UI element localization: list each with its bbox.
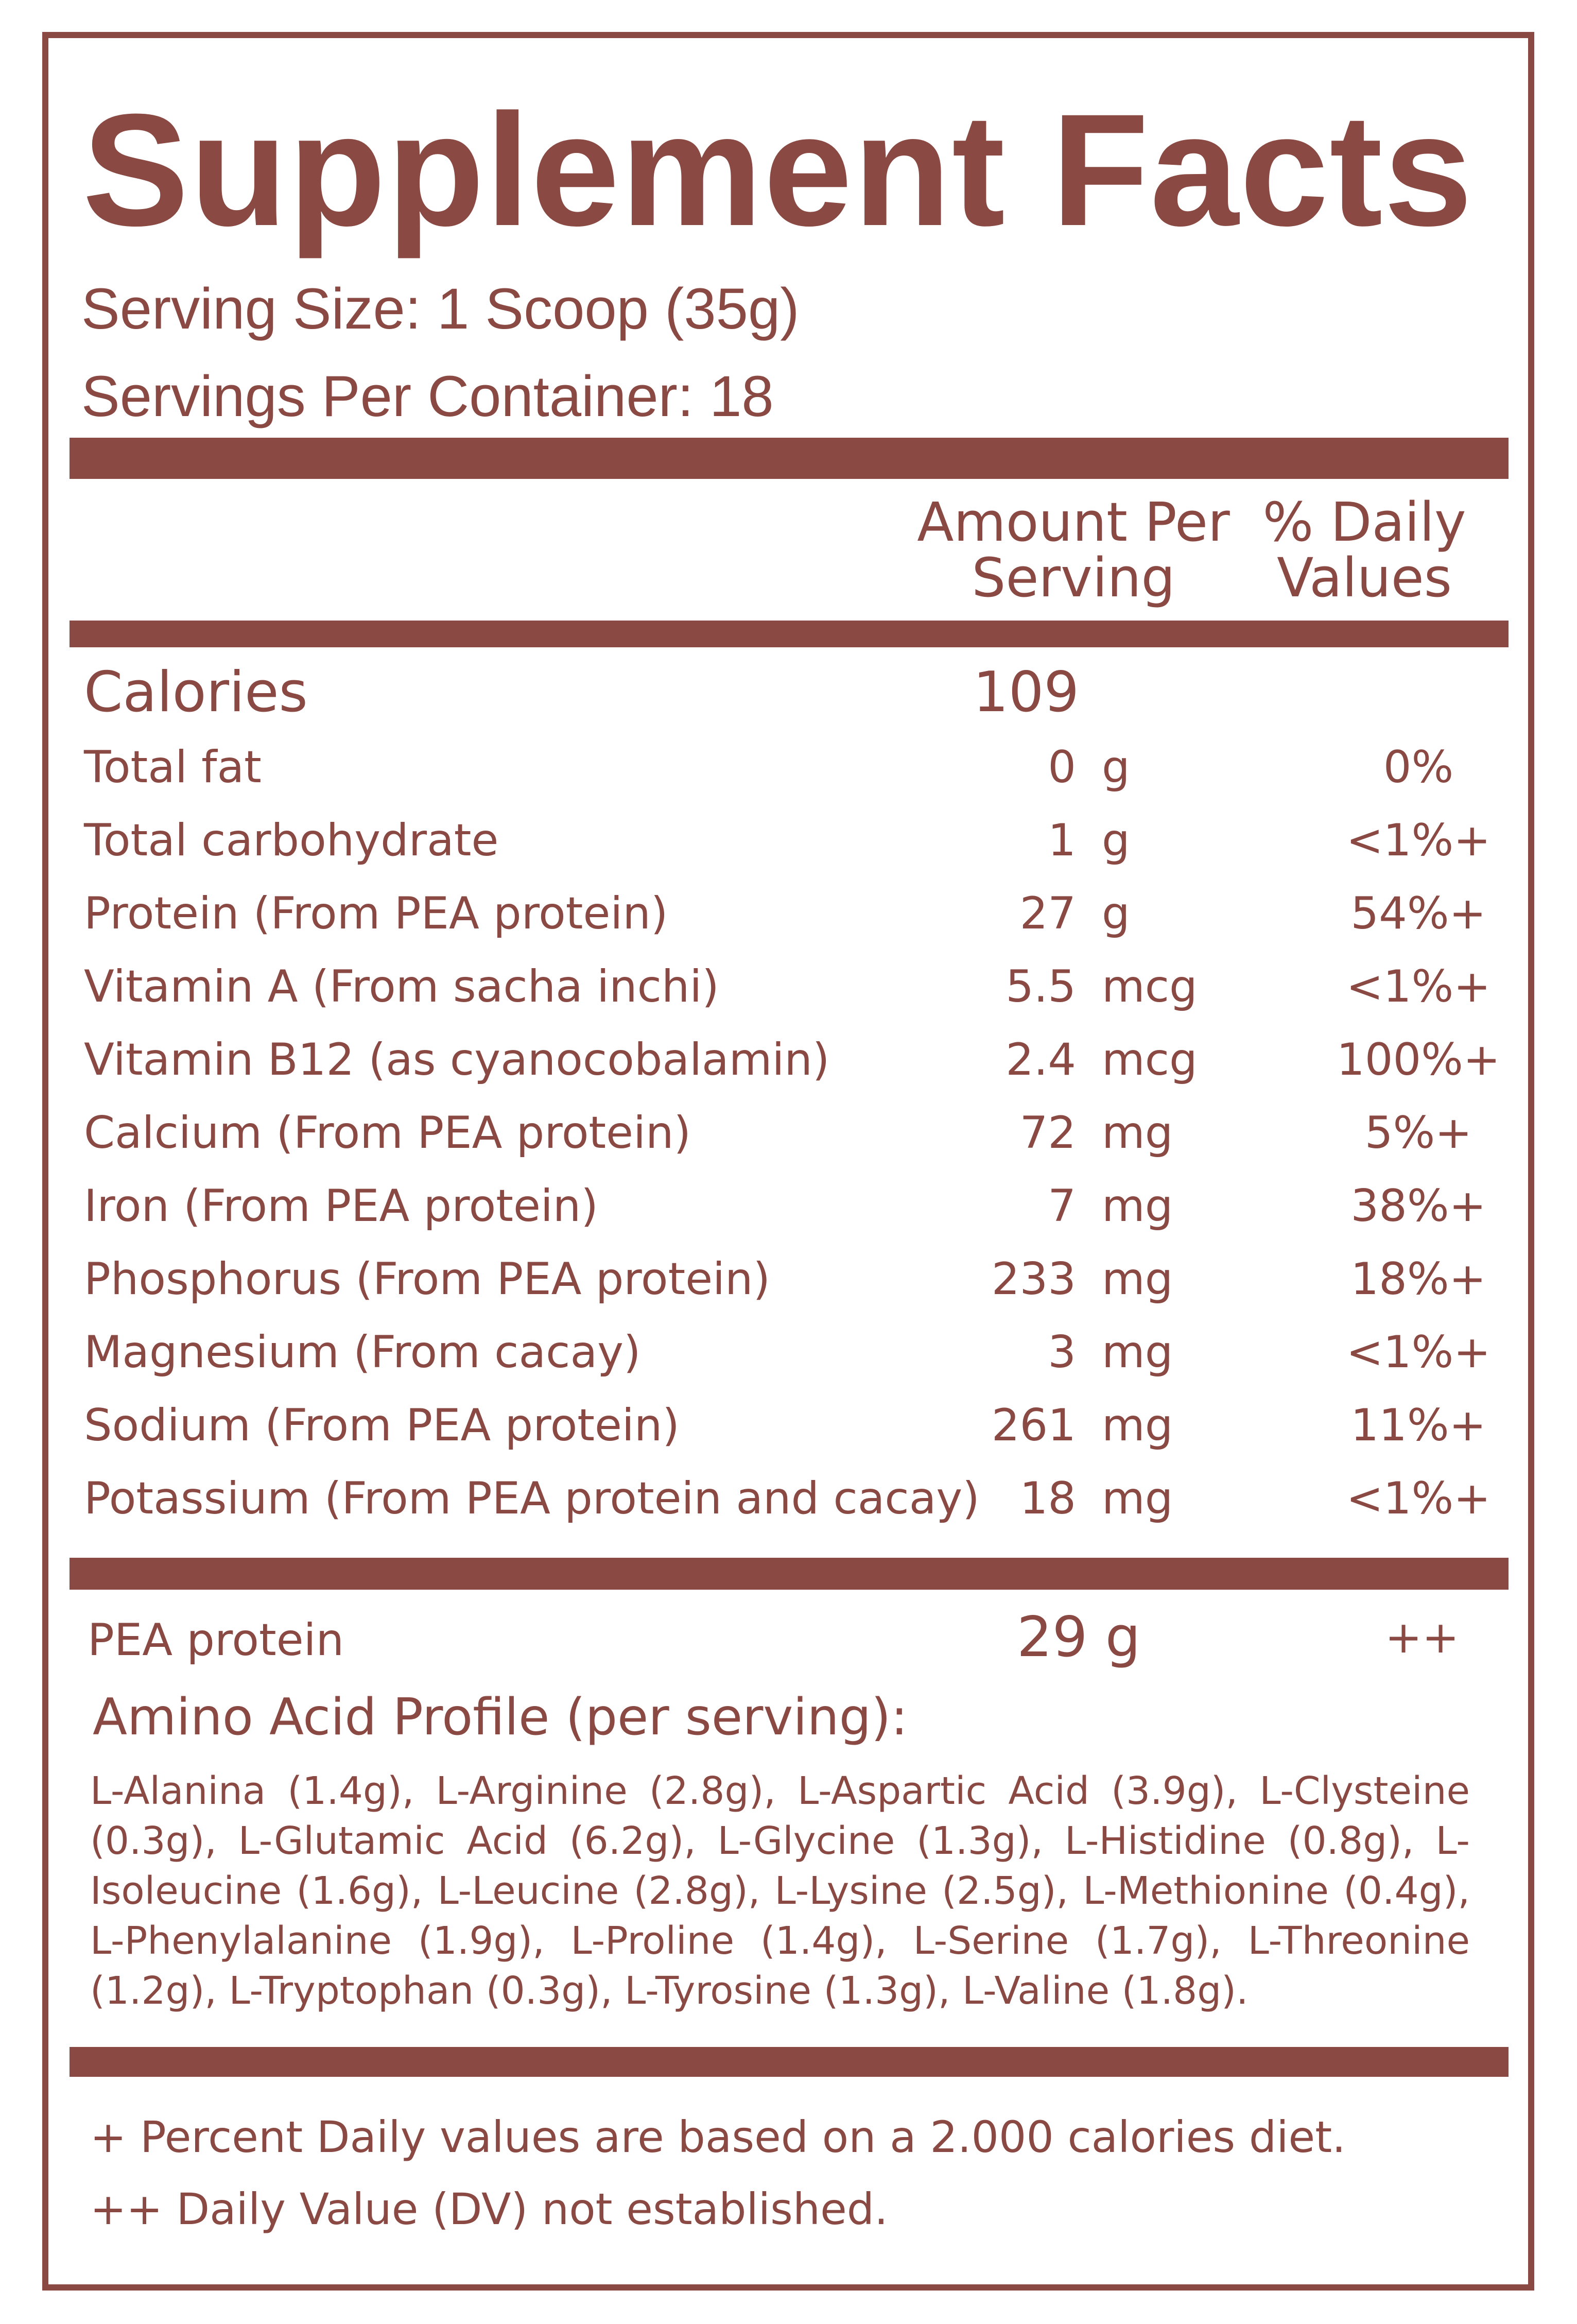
nutrient-daily-value: 0% bbox=[1383, 742, 1454, 793]
nutrient-daily-value: <1%+ bbox=[1346, 815, 1491, 866]
column-header-amount bbox=[906, 491, 1241, 609]
nutrient-unit: mcg bbox=[1102, 1034, 1198, 1086]
nutrient-name: Sodium (From PEA protein) bbox=[84, 1400, 680, 1451]
divider-bar-top bbox=[70, 438, 1509, 479]
nutrient-amount: 3 bbox=[1048, 1327, 1076, 1378]
nutrient-unit: mg bbox=[1102, 1180, 1173, 1232]
nutrient-name: Total fat bbox=[84, 742, 262, 793]
nutrient-unit: g bbox=[1102, 742, 1130, 793]
nutrient-daily-value: 11%+ bbox=[1350, 1400, 1486, 1451]
column-header-dv-line1: % Daily bbox=[1262, 491, 1466, 554]
nutrient-name: Total carbohydrate bbox=[84, 815, 499, 866]
nutrient-unit: mg bbox=[1102, 1253, 1173, 1305]
nutrient-daily-value: 38%+ bbox=[1350, 1180, 1486, 1232]
nutrient-daily-value: <1%+ bbox=[1346, 1473, 1491, 1524]
nutrient-amount: 27 bbox=[1019, 888, 1076, 939]
nutrient-name: Protein (From PEA protein) bbox=[84, 888, 668, 939]
nutrient-daily-value: <1%+ bbox=[1346, 961, 1491, 1012]
calories-label: Calories bbox=[84, 660, 308, 725]
nutrient-name: Magnesium (From cacay) bbox=[84, 1327, 641, 1378]
nutrient-amount: 7 bbox=[1048, 1180, 1076, 1232]
nutrient-unit: mcg bbox=[1102, 961, 1198, 1012]
footnote-daily-values: + Percent Daily values are based on a 2.000 calories diet. bbox=[90, 2112, 1346, 2162]
nutrient-unit: mg bbox=[1102, 1400, 1173, 1451]
nutrient-amount: 1 bbox=[1048, 815, 1076, 866]
nutrient-unit: g bbox=[1102, 888, 1130, 939]
amino-acid-heading: Amino Acid Profile (per serving): bbox=[93, 1688, 908, 1747]
nutrient-name: Potassium (From PEA protein and cacay) bbox=[84, 1473, 980, 1524]
nutrient-amount: 261 bbox=[991, 1400, 1076, 1451]
divider-bar-bottom bbox=[70, 2047, 1509, 2077]
nutrient-daily-value: 18%+ bbox=[1350, 1253, 1486, 1305]
column-header-dv-line2: Values bbox=[1277, 546, 1452, 609]
nutrient-daily-value: 5%+ bbox=[1364, 1107, 1472, 1159]
nutrient-name: Calcium (From PEA protein) bbox=[84, 1107, 691, 1159]
amino-acid-list: L-Alanina (1.4g), L-Arginine (2.8g), L-Aspartic Acid (3.9g), L-Clysteine (0.3g), L-Glutamic Acid (6.2g), L-Glycine (1.3g), L-Histidine (0.8g), L-Isoleucine (1.6g), L-Leucine (2.8g), L-Lysine (2.5g), L-Methionine (0.4g), L-Phenylalanine (1.9g), L-Proline (1.4g), L-Serine (1.7g), L-Threonine (1.2g), L-Tryptophan (0.3g), L-Tyrosine (1.3g), L-Valine (1.8g). bbox=[90, 1769, 1470, 2013]
pea-protein-amount: 29 g bbox=[1017, 1605, 1141, 1669]
nutrient-name: Iron (From PEA protein) bbox=[84, 1180, 598, 1232]
nutrient-name: Vitamin A (From sacha inchi) bbox=[84, 961, 719, 1012]
nutrient-amount: 2.4 bbox=[1006, 1034, 1076, 1086]
nutrient-unit: mg bbox=[1102, 1327, 1173, 1378]
calories-value: 109 bbox=[973, 660, 1080, 725]
nutrient-daily-value: <1%+ bbox=[1346, 1327, 1491, 1378]
nutrient-name: Phosphorus (From PEA protein) bbox=[84, 1253, 771, 1305]
nutrient-amount: 0 bbox=[1048, 742, 1076, 793]
nutrient-amount: 233 bbox=[991, 1253, 1076, 1305]
nutrient-unit: g bbox=[1102, 815, 1130, 866]
label-title: Supplement Facts bbox=[82, 80, 1474, 259]
serving-size: Serving Size: 1 Scoop (35g) bbox=[81, 277, 800, 341]
pea-protein-label: PEA protein bbox=[88, 1614, 344, 1666]
column-header-amount-line1: Amount Per bbox=[917, 491, 1230, 554]
column-header-daily-value bbox=[1251, 491, 1478, 609]
nutrient-amount: 5.5 bbox=[1006, 961, 1076, 1012]
nutrient-amount: 18 bbox=[1019, 1473, 1076, 1524]
nutrient-name: Vitamin B12 (as cyanocobalamin) bbox=[84, 1034, 830, 1086]
divider-bar-header bbox=[70, 621, 1509, 647]
nutrient-daily-value: 54%+ bbox=[1350, 888, 1486, 939]
nutrient-unit: mg bbox=[1102, 1107, 1173, 1159]
footnote-dv-not-established: ++ Daily Value (DV) not established. bbox=[90, 2184, 888, 2234]
divider-bar-middle bbox=[70, 1558, 1509, 1590]
nutrient-daily-value: 100%+ bbox=[1337, 1034, 1500, 1086]
servings-per-container: Servings Per Container: 18 bbox=[81, 364, 774, 428]
pea-protein-daily-value: ++ bbox=[1385, 1612, 1460, 1663]
column-header-amount-line2: Serving bbox=[972, 546, 1175, 609]
nutrient-amount: 72 bbox=[1019, 1107, 1076, 1159]
nutrient-unit: mg bbox=[1102, 1473, 1173, 1524]
